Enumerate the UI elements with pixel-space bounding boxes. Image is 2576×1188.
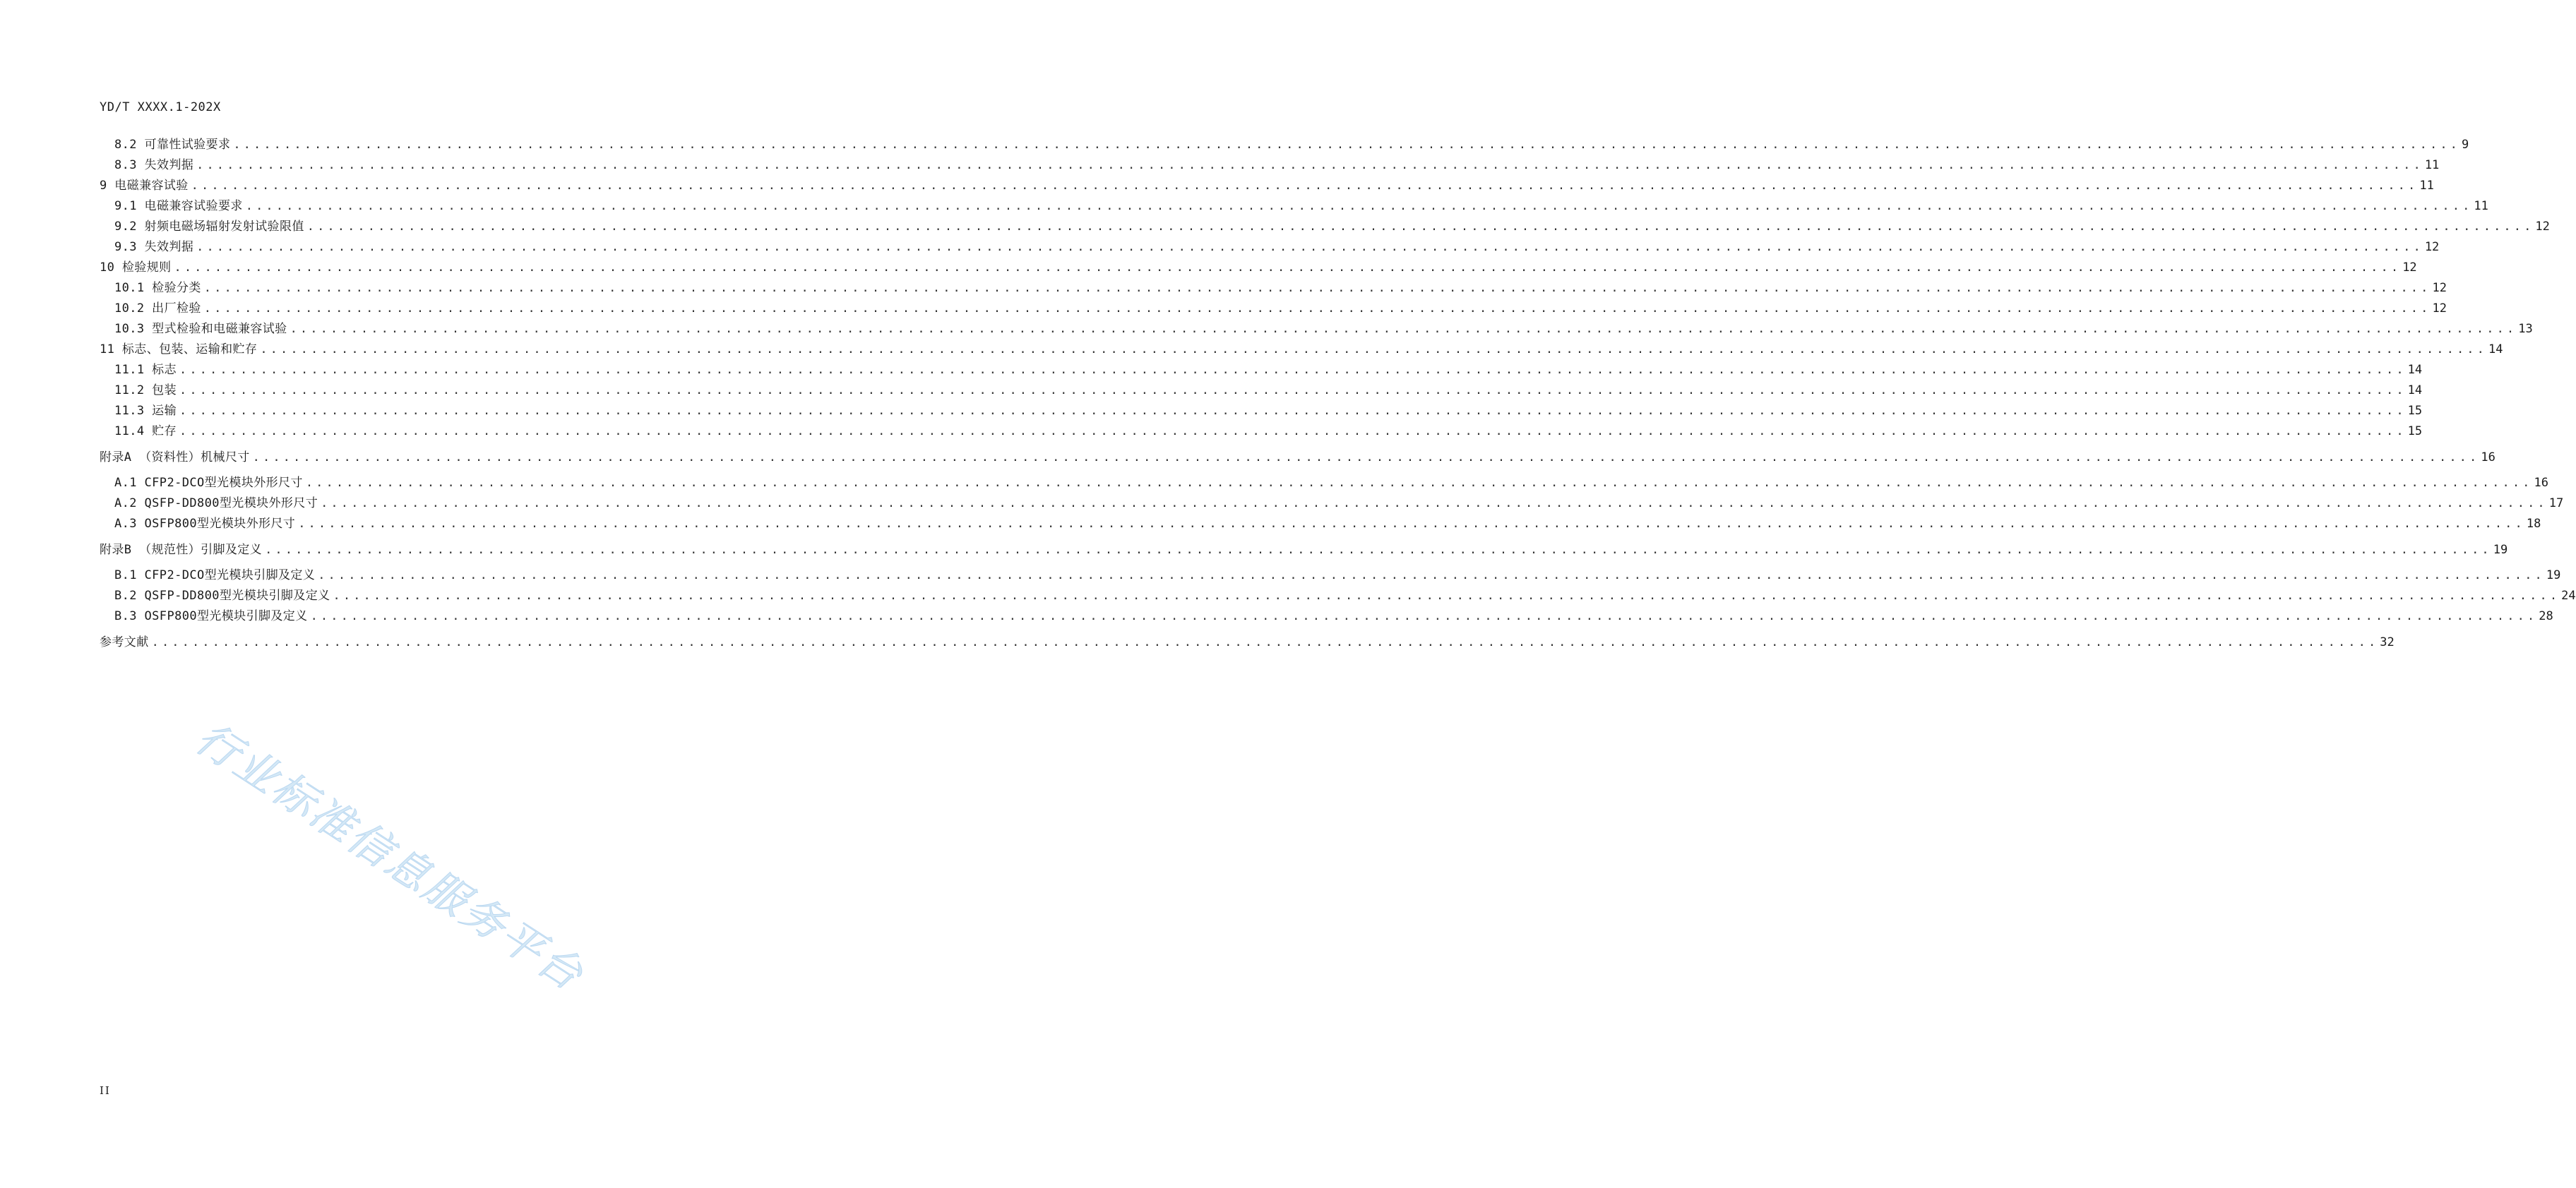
toc-entry[interactable] <box>100 280 2447 296</box>
toc-dot-leader: ............................................................................................................................................................................................................................ <box>203 281 2431 295</box>
toc-entry[interactable] <box>100 300 2447 317</box>
toc-entry[interactable] <box>100 259 2417 276</box>
toc-entry-title: 8.3 失效判据 <box>114 158 194 172</box>
toc-entry[interactable] <box>100 218 2550 235</box>
toc-entry-page: 11 <box>2474 199 2488 213</box>
toc-entry-title: 附录A （资料性）机械尺寸 <box>100 450 250 464</box>
toc-dot-leader: ............................................................................................................................................................................................................................ <box>321 496 2548 510</box>
toc-entry[interactable] <box>100 423 2423 440</box>
toc-entry[interactable] <box>100 136 2469 153</box>
toc-entry-page: 15 <box>2407 424 2423 438</box>
toc-entry[interactable] <box>100 402 2423 419</box>
toc-entry-title: 8.2 可靠性试验要求 <box>114 138 231 152</box>
toc-entry-page: 12 <box>2535 220 2550 234</box>
toc-dot-leader: ............................................................................................................................................................................................................................ <box>179 383 2407 397</box>
toc-entry-page: 18 <box>2526 517 2541 531</box>
toc-entry-title: 11.4 贮存 <box>114 424 177 438</box>
toc-entry[interactable] <box>100 177 2434 194</box>
toc-dot-leader: ............................................................................................................................................................................................................................ <box>305 476 2533 490</box>
toc-entry-page: 11 <box>2424 158 2440 172</box>
toc-entry-page: 15 <box>2407 404 2423 418</box>
toc-entry-page: 12 <box>2402 260 2417 275</box>
toc-entry-title: 11 标志、包装、运输和贮存 <box>100 342 258 356</box>
toc-entry[interactable] <box>100 541 2508 558</box>
toc-entry-page: 17 <box>2548 496 2564 510</box>
toc-entry-title: B.1 CFP2-DCO型光模块引脚及定义 <box>114 568 316 582</box>
toc-entry[interactable] <box>100 474 2548 491</box>
toc-entry-page: 14 <box>2488 342 2503 356</box>
toc-entry-title: 9.1 电磁兼容试验要求 <box>114 199 243 213</box>
toc-entry[interactable] <box>100 239 2440 256</box>
document-code: YD/T XXXX.1-202X <box>100 100 221 114</box>
toc-dot-leader: ............................................................................................................................................................................................................................ <box>233 138 2461 152</box>
toc-entry-page: 12 <box>2432 281 2447 295</box>
toc-entry[interactable] <box>100 567 2561 584</box>
toc-entry-page: 32 <box>2380 635 2395 649</box>
toc-dot-leader: ............................................................................................................................................................................................................................ <box>290 322 2517 336</box>
toc-entry-page: 12 <box>2424 240 2440 254</box>
toc-entry[interactable] <box>100 198 2488 215</box>
toc-entry-title: 11.2 包装 <box>114 383 177 397</box>
toc-entry-page: 16 <box>2481 450 2496 464</box>
toc-dot-leader: ............................................................................................................................................................................................................................ <box>151 635 2379 649</box>
toc-dot-leader: ............................................................................................................................................................................................................................ <box>179 424 2407 438</box>
toc-dot-leader: ............................................................................................................................................................................................................................ <box>174 260 2402 275</box>
toc-dot-leader: ............................................................................................................................................................................................................................ <box>310 609 2538 623</box>
toc-entry-page: 28 <box>2539 609 2553 623</box>
toc-entry-title: 11.3 运输 <box>114 404 177 418</box>
toc-entry[interactable] <box>100 515 2541 532</box>
toc-dot-leader: ............................................................................................................................................................................................................................ <box>196 158 2423 172</box>
toc-entry[interactable] <box>100 634 2395 651</box>
toc-entry-title: 10.3 型式检验和电磁兼容试验 <box>114 322 287 336</box>
toc-entry-title: B.2 QSFP-DD800型光模块引脚及定义 <box>114 589 330 603</box>
toc-entry-title: 9 电磁兼容试验 <box>100 179 189 193</box>
toc-entry[interactable] <box>100 449 2496 466</box>
toc-dot-leader: ............................................................................................................................................................................................................................ <box>191 179 2419 193</box>
toc-entry[interactable] <box>100 341 2503 358</box>
toc-entry-page: 12 <box>2432 301 2447 316</box>
toc-entry-title: A.2 QSFP-DD800型光模块外形尺寸 <box>114 496 318 510</box>
toc-dot-leader: ............................................................................................................................................................................................................................ <box>260 342 2487 356</box>
toc-entry-title: A.3 OSFP800型光模块外形尺寸 <box>114 517 296 531</box>
toc-entry[interactable] <box>100 361 2423 378</box>
toc-dot-leader: ............................................................................................................................................................................................................................ <box>203 301 2431 316</box>
toc-entry-title: 参考文献 <box>100 635 149 649</box>
toc-dot-leader: ............................................................................................................................................................................................................................ <box>252 450 2480 464</box>
toc-entry-title: 11.1 标志 <box>114 363 177 377</box>
toc-dot-leader: ............................................................................................................................................................................................................................ <box>318 568 2545 582</box>
toc-entry-title: 10.1 检验分类 <box>114 281 201 295</box>
toc-entry-page: 14 <box>2407 363 2423 377</box>
toc-dot-leader: ............................................................................................................................................................................................................................ <box>333 589 2560 603</box>
toc-dot-leader: ............................................................................................................................................................................................................................ <box>298 517 2525 531</box>
toc-dot-leader: ............................................................................................................................................................................................................................ <box>179 363 2407 377</box>
toc-entry-page: 11 <box>2419 179 2434 193</box>
toc-entry-page: 16 <box>2534 476 2548 490</box>
toc-entry-page: 24 <box>2561 589 2576 603</box>
toc-dot-leader: ............................................................................................................................................................................................................................ <box>306 220 2534 234</box>
toc-entry-page: 9 <box>2462 138 2469 152</box>
toc-entry-page: 13 <box>2518 322 2533 336</box>
toc-entry[interactable] <box>100 495 2564 512</box>
toc-entry[interactable] <box>100 157 2440 174</box>
toc-entry[interactable] <box>100 587 2576 604</box>
toc-entry-page: 14 <box>2407 383 2423 397</box>
toc-dot-leader: ............................................................................................................................................................................................................................ <box>245 199 2473 213</box>
toc-entry-title: 附录B （规范性）引脚及定义 <box>100 543 263 557</box>
toc-entry[interactable] <box>100 382 2423 399</box>
toc-entry-title: 9.2 射频电磁场辐射发射试验限值 <box>114 220 304 234</box>
toc-entry[interactable] <box>100 320 2533 337</box>
toc-entry-title: 9.3 失效判据 <box>114 240 194 254</box>
page-number: II <box>100 1084 111 1097</box>
toc-dot-leader: ............................................................................................................................................................................................................................ <box>179 404 2407 418</box>
toc-entry-title: B.3 OSFP800型光模块引脚及定义 <box>114 609 308 623</box>
toc-entry[interactable] <box>100 608 2553 625</box>
toc-dot-leader: ............................................................................................................................................................................................................................ <box>196 240 2423 254</box>
toc-dot-leader: ............................................................................................................................................................................................................................ <box>265 543 2492 557</box>
toc-entry-page: 19 <box>2546 568 2561 582</box>
toc-entry-page: 19 <box>2493 543 2508 557</box>
watermark: 行业标准信息服务平台 <box>186 713 593 1002</box>
toc-entry-title: 10 检验规则 <box>100 260 172 275</box>
toc-entry-title: A.1 CFP2-DCO型光模块外形尺寸 <box>114 476 303 490</box>
toc-entry-title: 10.2 出厂检验 <box>114 301 201 316</box>
